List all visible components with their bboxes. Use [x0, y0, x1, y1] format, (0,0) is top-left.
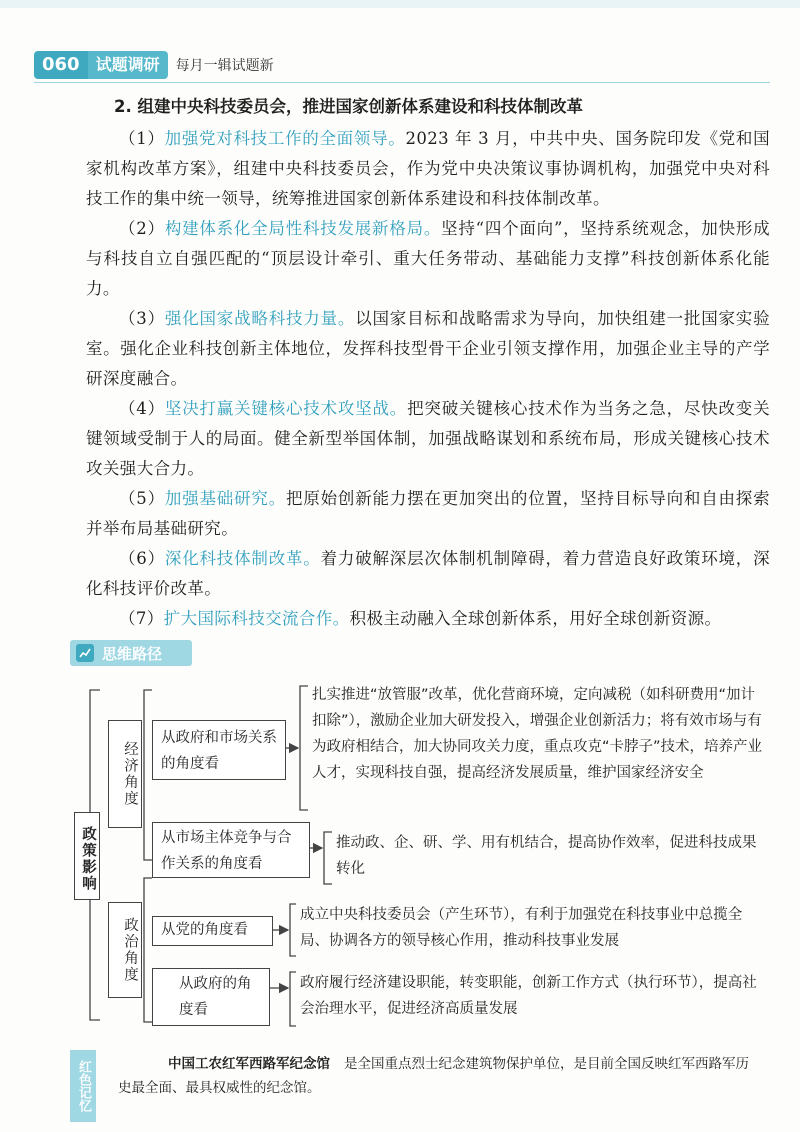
section-heading: 2. 组建中央科技委员会，推进国家创新体系建设和科技体制改革 [114, 97, 583, 116]
footer-title: 中国工农红军西路军纪念馆 [168, 1056, 330, 1072]
paragraph-4: （4）坚决打赢关键核心技术攻坚战。把突破关键核心技术作为当务之急，尽快改变关键领域受制于人的局面。健全新型举国体制，加强战略谋划和系统布局，形成关键核心技术攻关强大合力。 [86, 399, 770, 478]
econ-2-text: 推动政、企、研、学、用有机结合，提高协作效率，促进科技成果转化 [336, 835, 757, 877]
red-memory-tag: 红色记忆 [70, 1050, 96, 1122]
header-divider [34, 82, 770, 83]
footer-text [118, 1052, 758, 1100]
footer-note [70, 1050, 770, 1125]
highlight-3: 强化国家战略科技力量。 [164, 309, 356, 328]
chart-icon [76, 644, 94, 662]
highlight-7: 扩大国际科技交流合作。 [163, 609, 350, 628]
pol-2-label: 从政府的角度看 [152, 968, 270, 1026]
paragraph-7: （7）扩大国际科技交流合作。积极主动融入全球创新体系，用好全球创新资源。 [119, 609, 722, 628]
highlight-2: 构建体系化全局性科技发展新格局。 [164, 219, 442, 238]
mind-map-tag-label: 思维路径 [102, 644, 163, 663]
page-number: 060 [34, 51, 88, 79]
highlight-4: 坚决打赢关键核心技术攻坚战。 [164, 399, 408, 418]
pol-1-text: 成立中央科技委员会（产生环节），有利于加强党在科技事业中总揽全局、协调各方的领导核心作用，推动科技事业发展 [300, 907, 743, 949]
paragraph-6: （6）深化科技体制改革。着力破解深层次体制机制障碍，着力营造良好政策环境，深化科技评价改革。 [86, 549, 770, 598]
pol-branch-node: 政治角度 [108, 902, 142, 998]
econ-branch-node: 经济角度 [108, 720, 142, 828]
pol-1-label: 从党的角度看 [152, 916, 273, 946]
mind-map-diagram [60, 680, 780, 1040]
highlight-1: 加强党对科技工作的全面领导。 [164, 129, 406, 148]
top-decor-stripe [0, 0, 800, 8]
header-subtitle: 每月一辑试题新 [175, 58, 274, 74]
section-tag: 试题调研 [88, 51, 168, 79]
econ-2-label: 从市场主体竞争与合作关系的角度看 [152, 822, 310, 878]
paragraph-5: （5）加强基础研究。把原始创新能力摆在更加突出的位置，坚持目标导向和自由探索并举布局基础研究。 [86, 489, 771, 538]
root-node: 政策影响 [74, 812, 100, 900]
footer-body: 是全国重点烈士纪念建筑物保护单位，是目前全国反映红军西路军历史最全面、最具权威性的纪念馆。 [118, 1056, 749, 1096]
main-content [86, 92, 770, 634]
econ-1-text: 扎实推进“放管服”改革，优化营商环境，定向减税（如科研费用“加计扣除”），激励企业加大研发投入，增强企业创新活力；将有效市场与有为政府相结合，加大协同攻关力度，重点攻克“卡脖子”技术，培养产业人才，实现科技自强，提高经济发展质量，维护国家经济安全 [312, 687, 763, 781]
page-header [34, 50, 274, 80]
pol-2-text: 政府履行经济建设职能，转变职能，创新工作方式（执行环节），提高社会治理水平，促进经济高质量发展 [300, 975, 757, 1017]
highlight-5: 加强基础研究。 [164, 489, 287, 508]
mind-map-tag [70, 640, 192, 666]
paragraph-2: （2）构建体系化全局性科技发展新格局。坚持“四个面向”，坚持系统观念，加快形成与科技自立自强匹配的“顶层设计牵引、重大任务带动、基础能力支撑”科技创新体系化能力。 [86, 219, 771, 298]
paragraph-1: （1）加强党对科技工作的全面领导。2023 年 3 月，中共中央、国务院印发《党和国家机构改革方案》，组建中央科技委员会，作为党中央决策议事协调机构，加强党中央对科技工作的集中统一领导，统筹推进国家创新体系建设和科技体制改革。 [86, 129, 770, 208]
econ-1-label: 从政府和市场关系的角度看 [152, 720, 286, 780]
highlight-6: 深化科技体制改革。 [164, 549, 321, 568]
paragraph-3: （3）强化国家战略科技力量。以国家目标和战略需求为导向，加快组建一批国家实验室。强化企业科技创新主体地位，发挥科技型骨干企业引领支撑作用，加强企业主导的产学研深度融合。 [86, 309, 770, 388]
